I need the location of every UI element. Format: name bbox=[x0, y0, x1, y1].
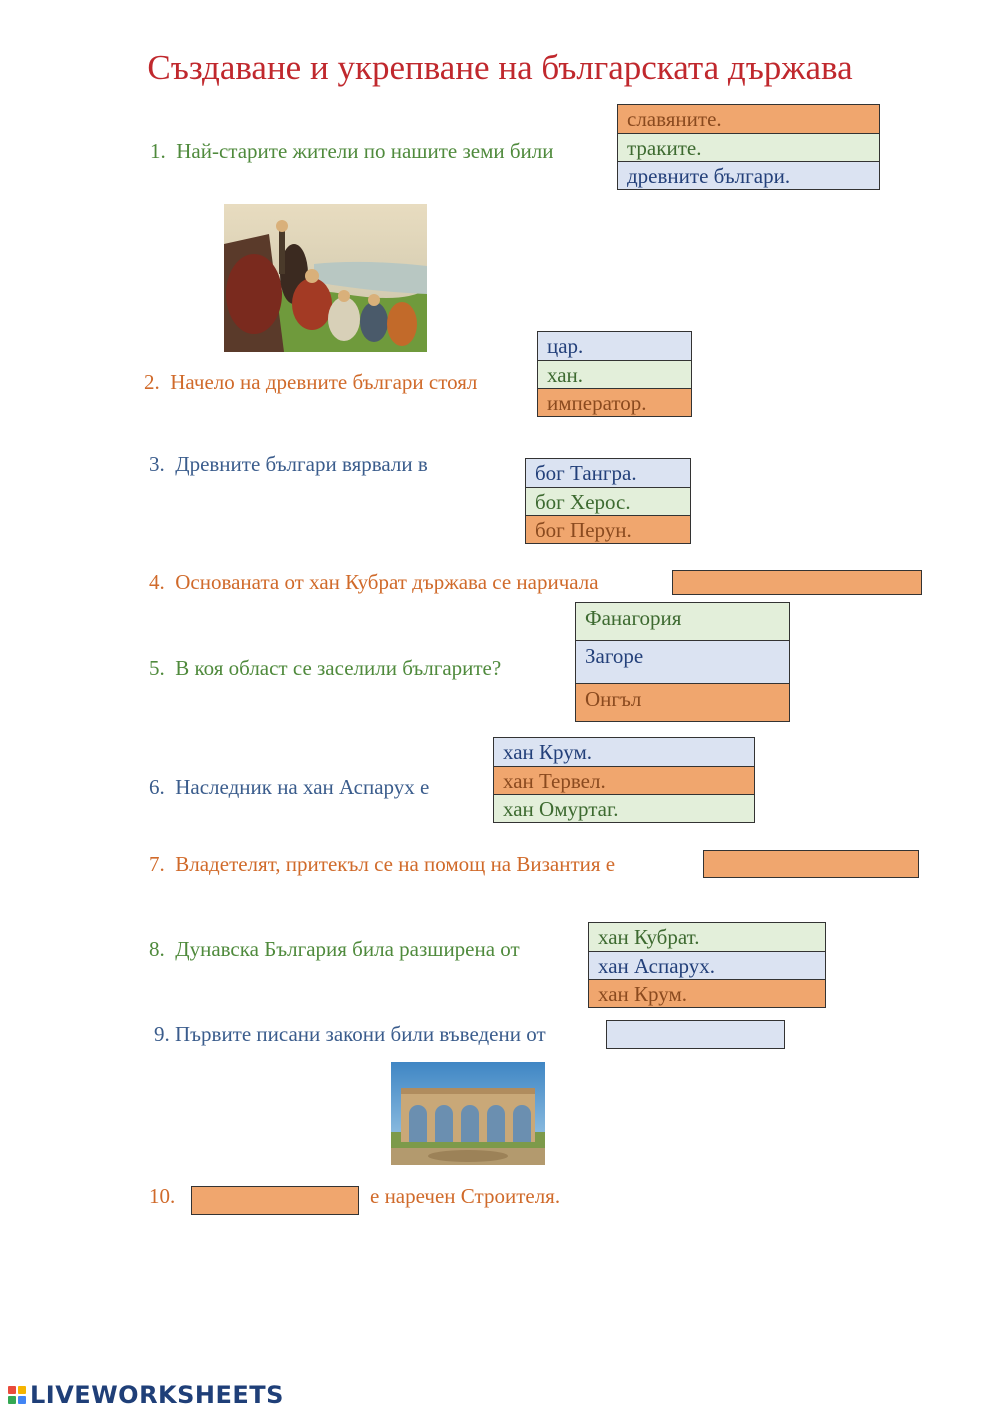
answer-select-2[interactable] bbox=[537, 331, 692, 417]
question-2 bbox=[144, 370, 477, 394]
question-9 bbox=[154, 1022, 546, 1046]
answer-select-8[interactable] bbox=[588, 922, 826, 1008]
page-title: Създаване и укрепване на българската държава bbox=[147, 48, 853, 87]
question-text: Наследник на хан Аспарух е bbox=[175, 775, 430, 799]
answer-option[interactable]: хан Аспарух. bbox=[589, 951, 825, 979]
answer-option[interactable]: бог Тангра. bbox=[526, 459, 690, 487]
question-number: 1. bbox=[150, 139, 166, 163]
question-10-text: е наречен Строителя. bbox=[370, 1184, 561, 1208]
question-text: Най-старите жители по нашите земи били bbox=[176, 139, 554, 163]
question-1 bbox=[150, 139, 553, 163]
liveworksheets-logo bbox=[8, 1381, 284, 1409]
answer-input-10[interactable] bbox=[191, 1186, 359, 1215]
question-text: В коя област се заселили българите? bbox=[175, 656, 502, 680]
answer-option[interactable]: славяните. bbox=[618, 105, 879, 133]
answer-option[interactable]: Онгъл bbox=[576, 683, 789, 721]
answer-option[interactable]: Загоре bbox=[576, 640, 789, 683]
answer-option[interactable]: хан Тервел. bbox=[494, 766, 754, 794]
question-number: 3. bbox=[149, 452, 165, 476]
question-number: 4. bbox=[149, 570, 165, 594]
answer-select-5[interactable] bbox=[575, 602, 790, 722]
logo-grid-icon bbox=[8, 1386, 26, 1404]
question-8 bbox=[149, 937, 520, 961]
answer-option[interactable]: цар. bbox=[538, 332, 691, 360]
question-number: 9. bbox=[154, 1022, 170, 1046]
question-5 bbox=[149, 656, 501, 680]
question-number: 2. bbox=[144, 370, 160, 394]
question-text: Начело на древните българи стоял bbox=[170, 370, 478, 394]
logo-text: LIVEWORKSHEETS bbox=[30, 1381, 284, 1409]
question-number: 5. bbox=[149, 656, 165, 680]
answer-option[interactable]: древните българи. bbox=[618, 161, 879, 189]
question-text: Основаната от хан Кубрат държава се наричала bbox=[175, 570, 599, 594]
historic-painting-image bbox=[224, 204, 427, 352]
question-4 bbox=[149, 570, 599, 594]
answer-option[interactable]: хан Крум. bbox=[589, 979, 825, 1007]
answer-input-4[interactable] bbox=[672, 570, 922, 595]
answer-option[interactable]: бог Херос. bbox=[526, 487, 690, 515]
ruins-image bbox=[391, 1062, 545, 1165]
question-6 bbox=[149, 775, 429, 799]
answer-input-7[interactable] bbox=[703, 850, 919, 878]
question-text: Владетелят, притекъл се на помощ на Византия е bbox=[175, 852, 616, 876]
answer-option[interactable]: хан Крум. bbox=[494, 738, 754, 766]
answer-option[interactable]: хан Омуртаг. bbox=[494, 794, 754, 822]
answer-select-3[interactable] bbox=[525, 458, 691, 544]
question-text: Първите писани закони били въведени от bbox=[175, 1022, 546, 1046]
question-3 bbox=[149, 452, 428, 476]
question-number: 8. bbox=[149, 937, 165, 961]
question-10-number: 10. bbox=[149, 1184, 176, 1208]
question-7 bbox=[149, 852, 615, 876]
answer-select-6[interactable] bbox=[493, 737, 755, 823]
answer-option[interactable]: хан. bbox=[538, 360, 691, 388]
question-number: 7. bbox=[149, 852, 165, 876]
question-number: 6. bbox=[149, 775, 165, 799]
answer-option[interactable]: Фанагория bbox=[576, 603, 789, 640]
answer-option[interactable]: хан Кубрат. bbox=[589, 923, 825, 951]
question-text: Дунавска България била разширена от bbox=[175, 937, 520, 961]
answer-option[interactable]: бог Перун. bbox=[526, 515, 690, 543]
answer-select-1[interactable] bbox=[617, 104, 880, 190]
answer-option[interactable]: траките. bbox=[618, 133, 879, 161]
question-text: Древните българи вярвали в bbox=[175, 452, 428, 476]
answer-option[interactable]: император. bbox=[538, 388, 691, 416]
answer-input-9[interactable] bbox=[606, 1020, 785, 1049]
